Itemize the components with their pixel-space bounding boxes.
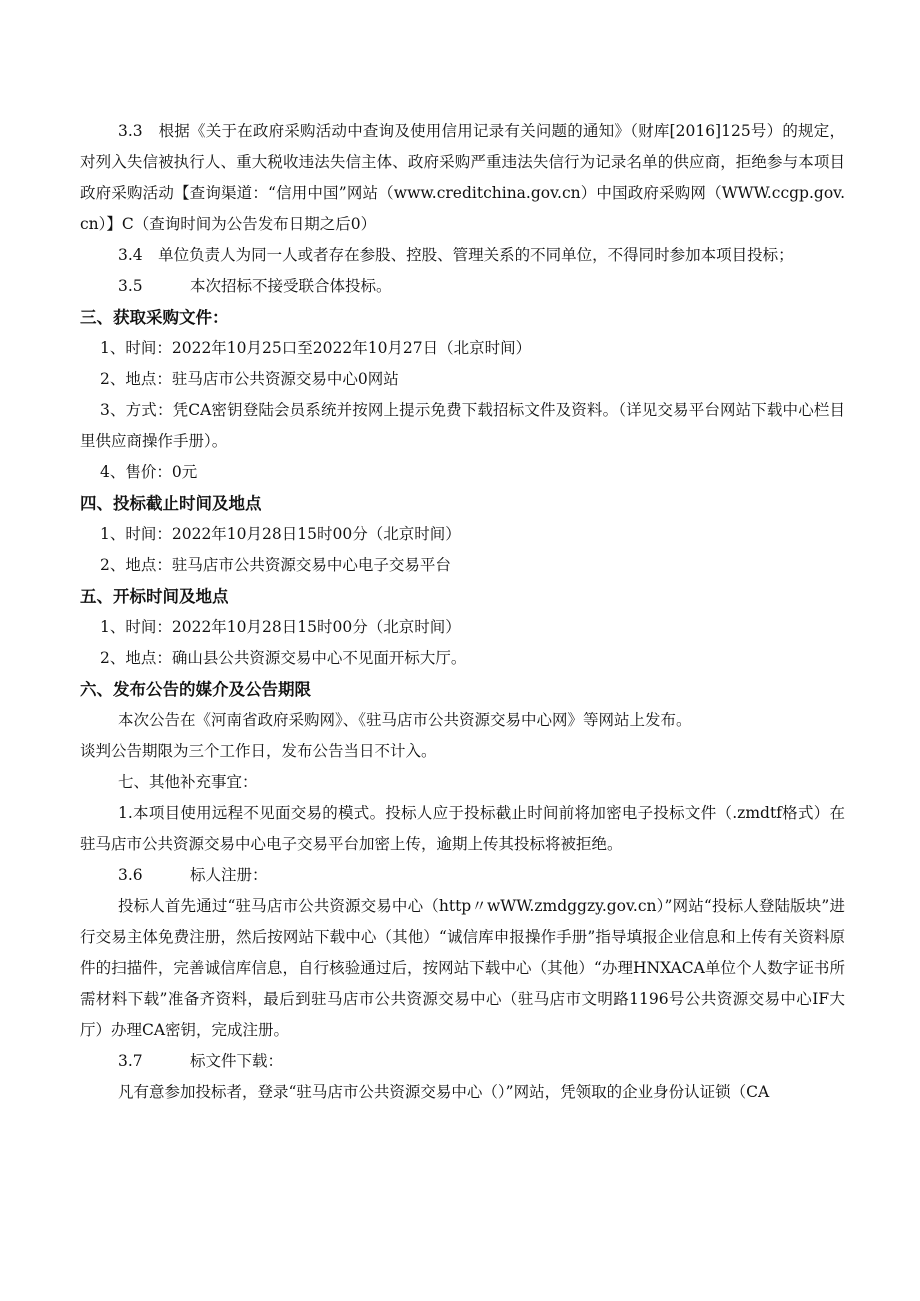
clause-3-6-text: 标人注册： <box>190 866 268 884</box>
clause-3-7 <box>80 1046 845 1077</box>
opening-time: 1、时间：2022年10月28日15时00分（北京时间） <box>100 618 461 636</box>
download-instructions: 凡有意参加投标者，登录“驻马店市公共资源交易中心（）”网站，凭领取的企业身份认证锁（CA <box>118 1083 770 1101</box>
clause-3-7-text: 标文件下载： <box>190 1052 284 1070</box>
heading-bid-deadline: 四、投标截止时间及地点 <box>80 494 262 513</box>
heading-bid-opening: 五、开标时间及地点 <box>80 587 229 606</box>
clause-3-5-text: 本次招标不接受联合体投标。 <box>190 277 392 295</box>
document-body <box>80 116 845 1108</box>
heading-other-matters: 七、其他补充事宜： <box>118 773 258 791</box>
obtain-price: 4、售价：0元 <box>100 463 198 481</box>
clause-3-7-number: 3.7 <box>118 1052 143 1070</box>
clause-3-3: 3.3 根据《关于在政府采购活动中查询及使用信用记录有关问题的通知》（财库[2016]125号）的规定，对列入失信被执行人、重大税收违法失信主体、政府采购严重违法失信行为记录名单的供应商，拒绝参与本项目政府采购活动【查询渠道：“信用中国”网站（www.creditchina.gov.cn）中国政府采购网（WWW.ccgp.gov.cn）】C（查询时间为公告发布日期之后0） <box>80 122 845 233</box>
heading-obtain-documents: 三、获取采购文件： <box>80 308 229 327</box>
obtain-method: 3、方式：凭CA密钥登陆会员系统并按网上提示免费下载招标文件及资料。（详见交易平台网站下载中心栏目里供应商操作手册）。 <box>80 401 845 450</box>
deadline-time: 1、时间：2022年10月28日15时00分（北京时间） <box>100 525 461 543</box>
clause-3-5-number: 3.5 <box>118 277 143 295</box>
media-publication-sites: 本次公告在《河南省政府采购网》、《驻马店市公共资源交易中心网》等网站上发布。 <box>118 711 692 729</box>
opening-location: 2、地点：确山县公共资源交易中心不见面开标大厅。 <box>100 649 467 667</box>
clause-3-6 <box>80 860 845 891</box>
other-remote-bidding: 1.本项目使用远程不见面交易的模式。投标人应于投标截止时间前将加密电子投标文件（.zmdtf格式）在驻马店市公共资源交易中心电子交易平台加密上传，逾期上传其投标将被拒绝。 <box>80 804 845 853</box>
heading-publication-media: 六、发布公告的媒介及公告期限 <box>80 680 311 699</box>
clause-3-5 <box>80 271 845 302</box>
media-notice-period: 谈判公告期限为三个工作日，发布公告当日不计入。 <box>80 742 437 760</box>
registration-instructions: 投标人首先通过“驻马店市公共资源交易中心（http〃wWW.zmdggzy.gov.cn）”网站“投标人登陆版块”进行交易主体免费注册，然后按网站下载中心（其他）“诚信库申报操作手册”指导填报企业信息和上传有关资料原件的扫描件，完善诚信库信息，自行核验通过后，按网站下载中心（其他）“办理HNXACA单位个人数字证书所需材料下载”准备齐资料，最后到驻马店市公共资源交易中心（驻马店市文明路1196号公共资源交易中心IF大厅）办理CA密钥，完成注册。 <box>80 897 845 1039</box>
obtain-location: 2、地点：驻马店市公共资源交易中心0网站 <box>100 370 399 388</box>
clause-3-4: 3.4 单位负责人为同一人或者存在参股、控股、管理关系的不同单位，不得同时参加本项目投标； <box>118 246 794 264</box>
deadline-location: 2、地点：驻马店市公共资源交易中心电子交易平台 <box>100 556 451 574</box>
obtain-time: 1、时间：2022年10月25口至2022年10月27日（北京时间） <box>100 339 532 357</box>
clause-3-6-number: 3.6 <box>118 866 143 884</box>
